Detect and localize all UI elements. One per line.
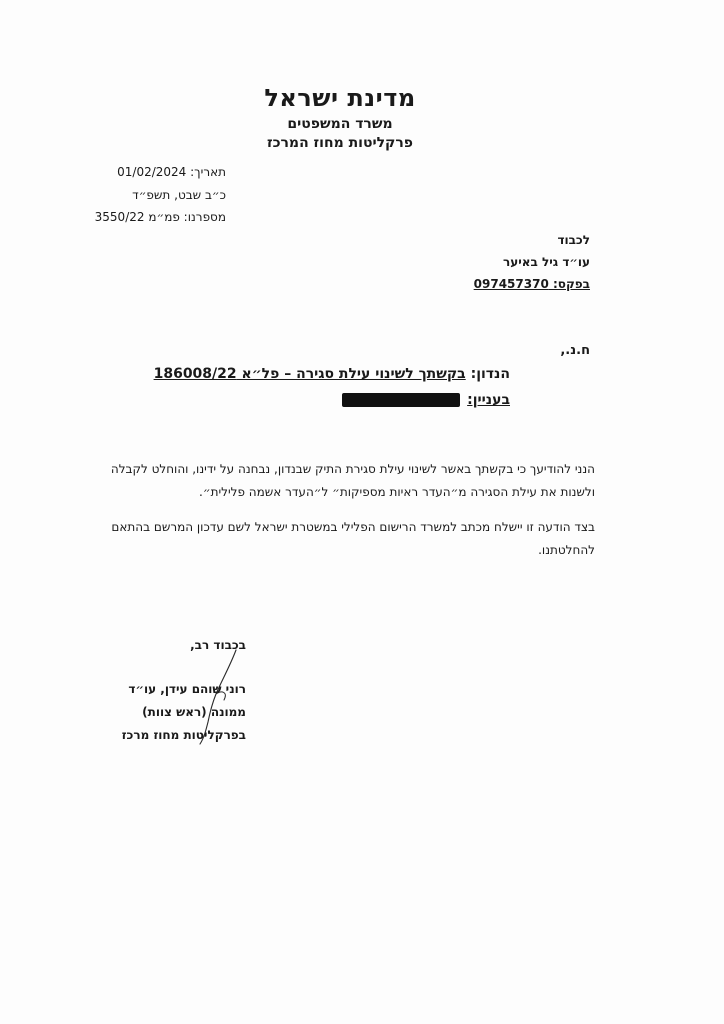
letter-date: תאריך: 01/02/2024: [117, 165, 226, 179]
signatory-title: ממונה (ראש צוות): [142, 705, 246, 719]
letterhead-office: פרקליטות מחוז המרכז: [266, 135, 414, 151]
greeting: ח.נ.,: [560, 343, 590, 358]
subject-text: בקשתך לשינוי עילת סגירה – פל״א 186008/22: [153, 366, 466, 382]
matter-line: [240, 392, 510, 408]
body-paragraph-decision: הנני להודיעך כי בקשתך באשר לשינוי עילת סגירת התיק שבנדון, נבחנה על ידינו, והוחלט לקבלה ולשנות את עילת הסגירה מ״העדר ראיות מספיקות״ ל״העדר אשמה פלילית״.: [110, 462, 595, 499]
redacted-name-block: [342, 393, 460, 407]
recipient-honorific: לכבוד: [557, 233, 590, 247]
subject-line: [100, 366, 510, 382]
recipient-name: עו״ד גיל באיער: [503, 255, 590, 269]
letterhead-ministry: משרד המשפטים: [287, 116, 393, 132]
letter-reference-number: מספרנו: פמ״מ 3550/22: [94, 210, 226, 224]
matter-label: בעניין:: [467, 392, 510, 408]
signatory-office: בפרקליטות מחוז מרכז: [121, 728, 246, 742]
signatory-name: רוני שוהם עידן, עו״ד: [128, 682, 246, 696]
recipient-fax: בפקס: 097457370: [473, 277, 590, 291]
letterhead-title: מדינת ישראל: [264, 84, 416, 112]
closing-salutation: בכבוד רב,: [190, 638, 246, 652]
letter-hebrew-date: כ״ב שבט, תשפ״ד: [132, 188, 226, 202]
subject-label: הנדון:: [470, 366, 510, 382]
body-paragraph-record-update: בצד הודעה זו יישלח מכתב למשרד הרישום הפלילי במשטרת ישראל לשם עדכון המרשם בהתאם להחלטתנו.: [111, 520, 595, 557]
